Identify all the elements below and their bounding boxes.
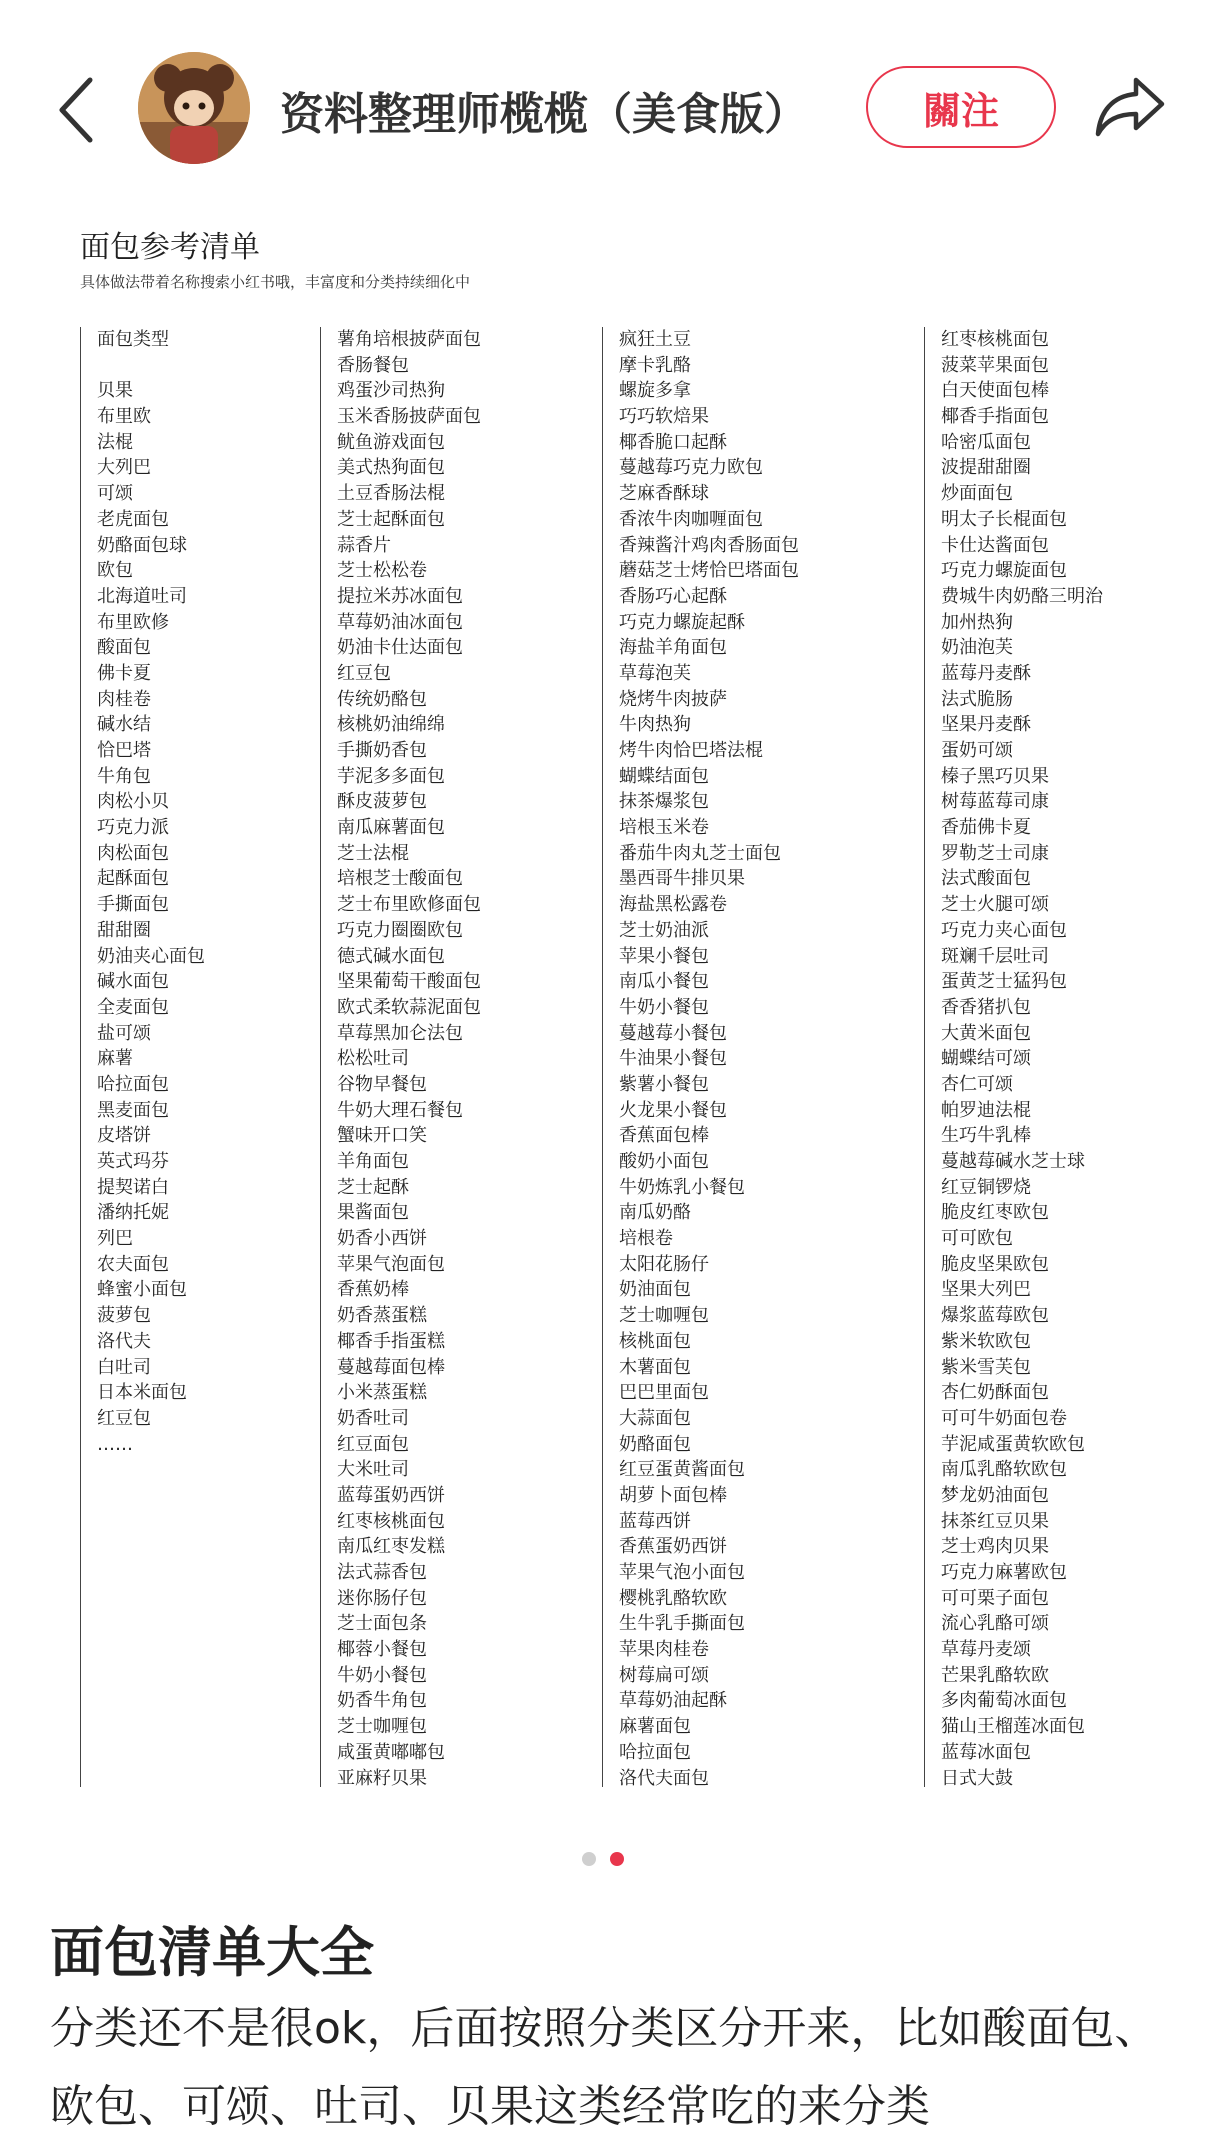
bread-list-item: 树莓扁可颂 (619, 1664, 709, 1686)
bread-list-item: 可可欧包 (941, 1228, 1013, 1250)
bread-list-item: 炒面面包 (941, 483, 1013, 505)
bread-list-item: 蔓越莓巧克力欧包 (619, 457, 763, 479)
bread-list-item: 奶酪面包球 (97, 534, 187, 556)
bread-list-item: 洛代夫面包 (619, 1767, 709, 1789)
bread-list-item: 巧克力麻薯欧包 (941, 1562, 1067, 1583)
bread-list-item: 紫米软欧包 (941, 1330, 1031, 1352)
bread-list-item: 哈密瓜面包 (941, 431, 1031, 453)
bread-list-item: 牛奶小餐包 (337, 1664, 427, 1686)
bread-list-item: 巧克力螺旋起酥 (619, 611, 745, 633)
bread-list-item: 蟹味开口笑 (337, 1125, 427, 1147)
bread-list-item: 芝士布里欧修面包 (337, 894, 481, 916)
bread-list-item: 培根芝士酸面包 (337, 868, 463, 890)
bread-list-item: 苹果气泡面包 (337, 1253, 445, 1275)
bread-list-item: 生巧牛乳棒 (941, 1125, 1031, 1147)
bread-list-item: 树莓蓝莓司康 (941, 791, 1049, 813)
bread-list-item: 麻薯 (97, 1048, 133, 1070)
bread-list-item: 佛卡夏 (97, 662, 151, 684)
bread-list-item: 草莓丹麦颂 (941, 1639, 1031, 1661)
bread-list-item: 法式脆肠 (941, 688, 1013, 710)
bread-list-item: 法式蒜香包 (337, 1562, 427, 1583)
bread-list-item: 鸡蛋沙司热狗 (337, 380, 445, 402)
bread-list-item: 巴巴里面包 (619, 1382, 709, 1404)
bread-list-item: 麻薯面包 (619, 1716, 691, 1738)
bread-list-item: 迷你肠仔包 (337, 1587, 427, 1609)
bread-list-item: 斑斓千层吐司 (941, 945, 1049, 967)
bread-list-item: 奶油卡仕达面包 (337, 637, 463, 659)
bread-list-item: 巧克力夹心面包 (941, 919, 1067, 941)
card-title: 面包参考清单 (80, 230, 260, 265)
bread-list-item: 黑麦面包 (97, 1099, 169, 1121)
bread-list-item: 奶香牛角包 (337, 1690, 427, 1712)
bread-list-item: 芒果乳酪软欧 (941, 1664, 1049, 1686)
pager-dot-1[interactable] (582, 1852, 596, 1866)
bread-list-item: 香蕉奶棒 (337, 1279, 409, 1301)
bread-list-item: 大黄米面包 (941, 1022, 1031, 1044)
bread-list-item: 菠菜苹果面包 (941, 354, 1049, 376)
bread-list-item: 白吐司 (97, 1356, 151, 1378)
bread-list-item: 皮塔饼 (97, 1125, 151, 1147)
bread-list-item: 手撕面包 (97, 894, 169, 916)
bread-list-item: 谷物早餐包 (337, 1073, 427, 1095)
bread-list-item: 芝士起酥面包 (337, 508, 445, 530)
bread-list-item: 酸面包 (97, 637, 151, 659)
bread-list-item: 提契诺白 (97, 1176, 169, 1198)
bread-list-item: 木薯面包 (619, 1356, 691, 1378)
bread-list-item: 提拉米苏冰面包 (337, 585, 463, 607)
bread-list-item: 香肠餐包 (337, 354, 409, 376)
bread-list-item: 蓝莓蛋奶西饼 (337, 1484, 445, 1506)
bread-list-item: 蔓越莓面包棒 (337, 1356, 445, 1378)
bread-list-item: 椰香脆口起酥 (619, 431, 727, 453)
bread-column-3 (602, 327, 924, 1787)
bread-list-item: 南瓜乳酪软欧包 (941, 1459, 1067, 1481)
bread-list-item: 奶油面包 (619, 1279, 691, 1301)
bread-list-item: 可可栗子面包 (941, 1587, 1049, 1609)
bread-list-item: 芝士咖喱包 (337, 1716, 427, 1738)
bread-list-item: 海盐羊角面包 (619, 637, 727, 659)
bread-list-item: 肉桂卷 (97, 688, 151, 710)
bread-list-item: 芝士松松卷 (337, 560, 427, 582)
bread-list-item: 烤牛肉恰巴塔法棍 (619, 740, 763, 761)
bread-column-4 (924, 327, 1184, 1787)
bread-list-item: 大列巴 (97, 457, 151, 479)
bread-list-item: 芝士咖喱包 (619, 1305, 709, 1327)
bread-list-item: 培根玉米卷 (619, 817, 709, 839)
bread-list-item: 可颂 (97, 483, 133, 505)
bread-list-item: 蔓越莓碱水芝士球 (941, 1151, 1085, 1172)
bread-list-item: 盐可颂 (97, 1022, 151, 1044)
bread-list-item: 芋泥多多面包 (337, 765, 445, 787)
bread-list-item: 日式大鼓 (941, 1767, 1013, 1789)
bread-list-item: 培根卷 (619, 1228, 673, 1250)
bread-list-item: 日本米面包 (97, 1382, 187, 1404)
bread-list-item: 布里欧 (97, 406, 151, 428)
bread-list-item: 甜甜圈 (97, 919, 151, 941)
bread-list-item: 土豆香肠法棍 (337, 483, 445, 505)
bread-list-item: 草莓奶油起酥 (619, 1690, 727, 1712)
bread-list-item: 椰蓉小餐包 (337, 1639, 427, 1661)
bread-list-item: 南瓜红枣发糕 (337, 1536, 445, 1558)
bread-list-item: 全麦面包 (97, 996, 169, 1018)
bread-list-item: 起酥面包 (97, 868, 169, 890)
bread-list-item: 芋泥咸蛋黄软欧包 (941, 1433, 1085, 1455)
bread-list-item: 杏仁奶酥面包 (941, 1382, 1049, 1404)
avatar-illustration (138, 52, 250, 164)
bread-list-item: 香蕉蛋奶西饼 (619, 1536, 727, 1558)
bread-list-item: 蒜香片 (337, 534, 391, 556)
bread-list-item: 摩卡乳酪 (619, 354, 691, 376)
bread-list-item: 红豆铜锣烧 (941, 1176, 1031, 1198)
follow-button[interactable]: 關注 (866, 66, 1056, 148)
bread-list-item: 流心乳酪可颂 (941, 1613, 1049, 1635)
bread-list-item: 手撕奶香包 (337, 740, 427, 761)
bread-list-item: 奶油泡芙 (941, 637, 1013, 659)
bread-list-item: 火龙果小餐包 (619, 1099, 727, 1121)
bread-list-item: 香香猪扒包 (941, 996, 1031, 1018)
bread-list-item: 白天使面包棒 (941, 380, 1049, 402)
bread-list-item: 菠萝包 (97, 1305, 151, 1327)
bread-list-item: 香辣酱汁鸡肉香肠面包 (619, 534, 799, 556)
bread-list-item: 草莓黑加仑法包 (337, 1022, 463, 1044)
bread-list-item: 椰香手指蛋糕 (337, 1330, 445, 1352)
bread-list-item: 番茄牛肉丸芝士面包 (619, 842, 781, 864)
bread-list-item: 脆皮红枣欧包 (941, 1202, 1049, 1224)
bread-list-item: 奶香吐司 (337, 1407, 409, 1429)
bread-list-item: 红豆面包 (337, 1433, 409, 1455)
bread-list-item: 传统奶酪包 (337, 688, 427, 710)
bread-list-item: 核桃面包 (619, 1330, 691, 1352)
bread-list-item: 苹果小餐包 (619, 945, 709, 967)
bread-list-item: …… (97, 1433, 133, 1455)
bread-list-item: 苹果气泡小面包 (619, 1562, 745, 1583)
bread-list-item: 墨西哥牛排贝果 (619, 868, 745, 890)
bread-list-item: 胡萝卜面包棒 (619, 1484, 727, 1506)
bread-list-item: 咸蛋黄嘟嘟包 (337, 1741, 445, 1763)
bread-list-item: 生牛乳手撕面包 (619, 1613, 745, 1635)
bread-list-item: 肉松面包 (97, 842, 169, 864)
bread-list-item: 蜂蜜小面包 (97, 1279, 187, 1301)
bread-list-item: 樱桃乳酪软欧 (619, 1587, 727, 1609)
bread-list-item: 抹茶红豆贝果 (941, 1510, 1049, 1532)
bread-list-item: 贝果 (97, 380, 133, 402)
bread-list-item: 卡仕达酱面包 (941, 534, 1049, 556)
share-button[interactable] (1092, 72, 1168, 142)
bread-list-item: 芝士起酥 (337, 1176, 409, 1198)
bread-list-item: 英式玛芬 (97, 1151, 169, 1172)
bread-list-item: 草莓奶油冰面包 (337, 611, 463, 633)
bread-list-item: 奶香小西饼 (337, 1228, 427, 1250)
bread-list-item: 南瓜麻薯面包 (337, 817, 445, 839)
post-title: 面包清单大全 (50, 1921, 374, 1984)
bread-list-item: 太阳花肠仔 (619, 1253, 709, 1275)
bread-list-item: 爆浆蓝莓欧包 (941, 1305, 1049, 1327)
bread-list-item: 牛奶炼乳小餐包 (619, 1176, 745, 1198)
bread-list-item: 红豆包 (97, 1407, 151, 1429)
bread-list-item: 香浓牛肉咖喱面包 (619, 508, 763, 530)
share-icon (1092, 72, 1168, 142)
bread-list-item: 羊角面包 (337, 1151, 409, 1172)
bread-list-item: 蔓越莓小餐包 (619, 1022, 727, 1044)
bread-list-item: 洛代夫 (97, 1330, 151, 1352)
post-body: 分类还不是很ok，后面按照分类区分开来，比如酸面包、欧包、可颂、吐司、贝果这类经常吃的来分类 (50, 2003, 1159, 2132)
bread-list-item: 疯狂土豆 (619, 329, 691, 350)
bread-list-item: 潘纳托妮 (97, 1202, 169, 1224)
bread-list-item: 帕罗迪法棍 (941, 1099, 1031, 1121)
bread-list-item: 布里欧修 (97, 611, 169, 633)
bread-list-item: 核桃奶油绵绵 (337, 714, 445, 736)
bread-column-2 (320, 327, 602, 1787)
bread-list-item: 小米蒸蛋糕 (337, 1382, 427, 1404)
bread-list-item: 坚果葡萄干酸面包 (337, 971, 481, 993)
bread-list-item: 蓝莓冰面包 (941, 1741, 1031, 1763)
bread-list-item: 坚果丹麦酥 (941, 714, 1031, 736)
post-header (0, 0, 1206, 210)
bread-list-item: 紫薯小餐包 (619, 1073, 709, 1095)
bread-list-item: 欧式柔软蒜泥面包 (337, 996, 481, 1018)
bread-list-item: 北海道吐司 (97, 585, 187, 607)
bread-list-item: 蓝莓丹麦酥 (941, 662, 1031, 684)
bread-list-item: 列巴 (97, 1228, 133, 1250)
bread-list-item: 紫米雪芙包 (941, 1356, 1031, 1378)
bread-list-item: 奶酪面包 (619, 1433, 691, 1455)
bread-list-item: 肉松小贝 (97, 791, 169, 813)
bread-list-item: 鱿鱼游戏面包 (337, 431, 445, 453)
bread-list-item: 红枣核桃面包 (941, 329, 1049, 350)
bread-list-item: 可可牛奶面包卷 (941, 1407, 1067, 1429)
bread-list-item: 牛奶大理石餐包 (337, 1099, 463, 1121)
bread-list-item: 巧克力圈圈欧包 (337, 919, 463, 941)
bread-list-item: 法棍 (97, 431, 133, 453)
bread-list-item: 螺旋多拿 (619, 380, 691, 402)
bread-list-item: 奶油夹心面包 (97, 945, 205, 967)
bread-list-item: 红豆蛋黄酱面包 (619, 1459, 745, 1481)
bread-list-item: 美式热狗面包 (337, 457, 445, 479)
bread-list-item: 梦龙奶油面包 (941, 1484, 1049, 1506)
bread-list-item: 果酱面包 (337, 1202, 409, 1224)
bread-list-item: 芝士奶油派 (619, 919, 709, 941)
bread-list-item: 椰香手指面包 (941, 406, 1049, 428)
bread-list-item: 蓝莓西饼 (619, 1510, 691, 1532)
bread-list-item: 欧包 (97, 560, 133, 582)
bread-list-item: 海盐黑松露卷 (619, 894, 727, 916)
bread-list-item: 芝士火腿可颂 (941, 894, 1049, 916)
bread-list-item: 波提甜甜圈 (941, 457, 1031, 479)
bread-list-item: 德式碱水面包 (337, 945, 445, 967)
bread-list-item: 脆皮坚果欧包 (941, 1253, 1049, 1275)
bread-list-item: 香蕉面包棒 (619, 1125, 709, 1147)
bread-list-item: 牛油果小餐包 (619, 1048, 727, 1070)
bread-list-item: 蝴蝶结面包 (619, 765, 709, 787)
bread-list-item: 碱水结 (97, 714, 151, 736)
bread-list-item: 碱水面包 (97, 971, 169, 993)
bread-list-item: 哈拉面包 (619, 1741, 691, 1763)
bread-list-item: 蛋黄芝士猛犸包 (941, 971, 1067, 993)
bread-list-item: 牛角包 (97, 765, 151, 787)
bread-list-item: 苹果肉桂卷 (619, 1639, 709, 1661)
bread-list-item: 南瓜奶酪 (619, 1202, 691, 1224)
bread-list-item: 哈拉面包 (97, 1073, 169, 1095)
bread-list-item: 薯角培根披萨面包 (337, 329, 481, 350)
back-button[interactable] (50, 70, 110, 150)
chevron-left-icon (50, 70, 110, 150)
bread-list-item: 奶香蒸蛋糕 (337, 1305, 427, 1327)
bread-list-item: 蝴蝶结可颂 (941, 1048, 1031, 1070)
pager-dot-2-active[interactable] (610, 1852, 624, 1866)
avatar[interactable] (138, 52, 250, 164)
bread-list-item (97, 353, 320, 379)
bread-list-item: 蛋奶可颂 (941, 740, 1013, 761)
bread-list-item: 多肉葡萄冰面包 (941, 1690, 1067, 1712)
bread-list-item: 大蒜面包 (619, 1407, 691, 1429)
bread-list-item: 酸奶小面包 (619, 1151, 709, 1172)
bread-list-item: 芝士面包条 (337, 1613, 427, 1635)
bread-list-item: 香茄佛卡夏 (941, 817, 1031, 839)
bread-list-item: 酥皮菠萝包 (337, 791, 427, 813)
bread-list-item: 南瓜小餐包 (619, 971, 709, 993)
author-name[interactable]: 资料整理师榄榄（美食版） (280, 89, 808, 140)
bread-list-item: 巧巧软焙果 (619, 406, 709, 428)
bread-list-item: 草莓泡芙 (619, 662, 691, 684)
bread-list-item: 费城牛肉奶酪三明治 (941, 585, 1103, 607)
bread-list-item: 烧烤牛肉披萨 (619, 688, 727, 710)
bread-list-item: 玉米香肠披萨面包 (337, 406, 481, 428)
bread-list-item: 面包类型 (97, 329, 169, 350)
card-subtitle: 具体做法带着名称搜索小红书哦，丰富度和分类持续细化中 (80, 273, 471, 291)
bread-list-item: 明太子长棍面包 (941, 508, 1067, 530)
bread-list-item: 法式酸面包 (941, 868, 1031, 890)
bread-column-1 (80, 327, 320, 1787)
bread-list-item: 牛肉热狗 (619, 714, 691, 736)
bread-list-item: 牛奶小餐包 (619, 996, 709, 1018)
bread-list-item: 芝士法棍 (337, 842, 409, 864)
bread-list-item: 巧克力螺旋面包 (941, 560, 1067, 582)
bread-list-item: 农夫面包 (97, 1253, 169, 1275)
bread-list-item: 猫山王榴莲冰面包 (941, 1716, 1085, 1738)
bread-list-item: 老虎面包 (97, 508, 169, 530)
bread-list-item: 恰巴塔 (97, 740, 151, 761)
bread-list-item: 蘑菇芝士烤恰巴塔面包 (619, 560, 799, 582)
bread-list-item: 抹茶爆浆包 (619, 791, 709, 813)
bread-list-item: 榛子黑巧贝果 (941, 765, 1049, 787)
bread-list-item: 芝士鸡肉贝果 (941, 1536, 1049, 1558)
bread-list-item: 松松吐司 (337, 1048, 409, 1070)
bread-list-item: 杏仁可颂 (941, 1073, 1013, 1095)
bread-list-item: 罗勒芝士司康 (941, 842, 1049, 864)
bread-list-item: 巧克力派 (97, 817, 169, 839)
bread-list-item: 香肠巧心起酥 (619, 585, 727, 607)
bread-list-item: 红豆包 (337, 662, 391, 684)
bread-list-item: 大米吐司 (337, 1459, 409, 1481)
bread-list-item: 加州热狗 (941, 611, 1013, 633)
bread-list-item: 亚麻籽贝果 (337, 1767, 427, 1789)
bread-list-item: 芝麻香酥球 (619, 483, 709, 505)
bread-list-item: 红枣核桃面包 (337, 1510, 445, 1532)
bread-list-item: 坚果大列巴 (941, 1279, 1031, 1301)
